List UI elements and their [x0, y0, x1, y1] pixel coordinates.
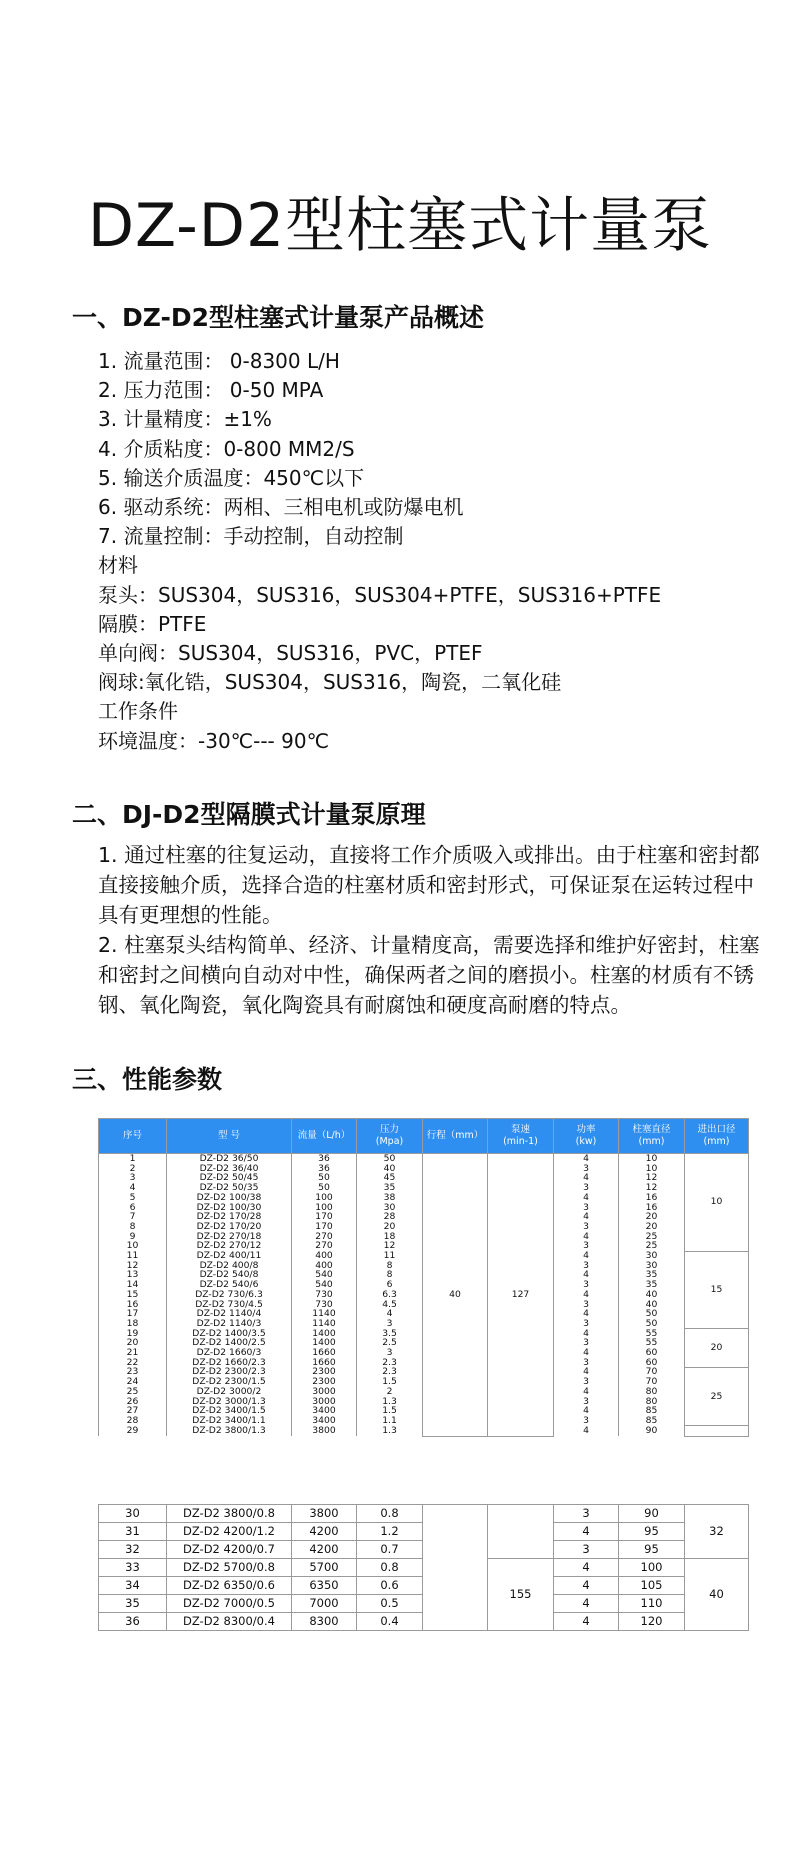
table-cell: 23	[99, 1367, 167, 1377]
list-item: 5. 输送介质温度：450℃以下	[98, 465, 365, 490]
table-cell: DZ-D2 2300/1.5	[167, 1377, 292, 1387]
table-cell: 30	[619, 1251, 685, 1261]
table-cell: 90	[619, 1426, 685, 1437]
speed-cell: 155	[488, 1559, 554, 1631]
table-cell: 7	[99, 1212, 167, 1222]
table-header-cell: 功率 (kw)	[554, 1119, 619, 1154]
table-cell: 28	[357, 1212, 423, 1222]
principle-paragraph-2: 2. 柱塞泵头结构简单、经济、计量精度高，需要选择和维护好密封，柱塞和密封之间横向自动对中性，确保两者之间的磨损小。柱塞的材质有不锈钢、氧化陶瓷，氧化陶瓷具有耐腐蚀和硬度高耐磨的特点。	[98, 933, 760, 1017]
table-cell: 0.7	[357, 1541, 423, 1559]
table-cell: 4	[554, 1232, 619, 1242]
table-cell: 29	[99, 1426, 167, 1437]
table-cell: 10	[99, 1241, 167, 1251]
table-cell: 95	[619, 1541, 685, 1559]
stroke-cell	[423, 1505, 488, 1631]
table-cell: 3000	[292, 1387, 357, 1397]
table-cell: DZ-D2 400/11	[167, 1251, 292, 1261]
table-cell: 1.5	[357, 1377, 423, 1387]
table-cell: 0.6	[357, 1577, 423, 1595]
table-cell: 8	[99, 1222, 167, 1232]
table-cell: 3	[99, 1173, 167, 1183]
table-cell: 55	[619, 1338, 685, 1348]
table-cell: 3	[554, 1300, 619, 1310]
table-cell: 3	[554, 1319, 619, 1329]
table-cell: 6.3	[357, 1290, 423, 1300]
table-cell: 20	[99, 1338, 167, 1348]
table-header-cell: 型 号	[167, 1119, 292, 1154]
spec-table-part1	[98, 1118, 749, 1437]
table-cell: DZ-D2 3400/1.1	[167, 1416, 292, 1426]
table-header-cell: 压力 (Mpa)	[357, 1119, 423, 1154]
port-cell: 20	[685, 1329, 749, 1368]
table-header-cell: 柱塞直径 (mm)	[619, 1119, 685, 1154]
table-cell: 24	[99, 1377, 167, 1387]
speed-cell: 127	[488, 1154, 554, 1437]
table-cell: 540	[292, 1280, 357, 1290]
table-cell: 36	[292, 1154, 357, 1164]
table-cell: 40	[619, 1300, 685, 1310]
table-cell: 36	[292, 1164, 357, 1174]
table-cell: 13	[99, 1270, 167, 1280]
table-cell: 1140	[292, 1309, 357, 1319]
table-cell: DZ-D2 1140/3	[167, 1319, 292, 1329]
table-cell: 2300	[292, 1377, 357, 1387]
table-cell: DZ-D2 2300/2.3	[167, 1367, 292, 1377]
table-cell: DZ-D2 730/6.3	[167, 1290, 292, 1300]
table-cell: 4	[554, 1613, 619, 1631]
table-cell: 8300	[292, 1613, 357, 1631]
table-cell: 80	[619, 1387, 685, 1397]
table-cell: 4	[554, 1595, 619, 1613]
table-cell: 18	[357, 1232, 423, 1242]
table-cell: 32	[99, 1541, 167, 1559]
table-cell: 5700	[292, 1559, 357, 1577]
table-cell: 14	[99, 1280, 167, 1290]
overview-list	[98, 347, 661, 756]
table-cell: 11	[99, 1251, 167, 1261]
table-cell: 12	[357, 1241, 423, 1251]
table-cell: 19	[99, 1329, 167, 1339]
table-cell: 8	[357, 1270, 423, 1280]
table-cell: 3	[554, 1183, 619, 1193]
table-header-cell: 泵速 (min-1)	[488, 1119, 554, 1154]
port-cell: 32	[685, 1505, 749, 1559]
list-item: 阀球:氧化锆，SUS304，SUS316，陶瓷，二氧化硅	[98, 670, 562, 695]
table-cell: 90	[619, 1505, 685, 1523]
table-cell: 730	[292, 1290, 357, 1300]
table-cell: DZ-D2 50/35	[167, 1183, 292, 1193]
table-header-row	[99, 1119, 749, 1154]
table-cell: 20	[619, 1222, 685, 1232]
table-cell: 4	[357, 1309, 423, 1319]
list-item: 单向阀：SUS304，SUS316，PVC，PTEF	[98, 641, 483, 666]
table-row	[99, 1505, 749, 1523]
table-cell: DZ-D2 170/20	[167, 1222, 292, 1232]
table-cell: 3	[357, 1348, 423, 1358]
table-cell: 22	[99, 1358, 167, 1368]
table-cell: 40	[619, 1290, 685, 1300]
table-cell: DZ-D2 1400/2.5	[167, 1338, 292, 1348]
table-cell: 270	[292, 1241, 357, 1251]
table-cell: 4	[99, 1183, 167, 1193]
list-item: 隔膜：PTFE	[98, 611, 207, 636]
list-item: 3. 计量精度：±1%	[98, 407, 272, 432]
table-cell: 95	[619, 1523, 685, 1541]
list-item: 材料	[98, 553, 138, 578]
table-cell: 50	[619, 1319, 685, 1329]
table-cell: 34	[99, 1577, 167, 1595]
list-item: 7. 流量控制：手动控制，自动控制	[98, 524, 404, 549]
table-cell: 70	[619, 1367, 685, 1377]
table-cell: 3	[554, 1338, 619, 1348]
table-cell: 3	[554, 1280, 619, 1290]
table-cell: 25	[619, 1241, 685, 1251]
table-cell: 0.8	[357, 1559, 423, 1577]
table-cell: 0.8	[357, 1505, 423, 1523]
table-cell: 3	[554, 1164, 619, 1174]
table-cell: 4	[554, 1212, 619, 1222]
table-cell: 120	[619, 1613, 685, 1631]
table-cell: 26	[99, 1397, 167, 1407]
table-cell: 25	[619, 1232, 685, 1242]
table-cell: 4	[554, 1577, 619, 1595]
table-cell: 35	[619, 1280, 685, 1290]
table-cell: DZ-D2 36/40	[167, 1164, 292, 1174]
table-cell: 3	[554, 1377, 619, 1387]
table-cell: 16	[619, 1193, 685, 1203]
table-cell: 25	[99, 1387, 167, 1397]
table-cell: 10	[619, 1154, 685, 1164]
table-cell: 4	[554, 1173, 619, 1183]
table-cell: 105	[619, 1577, 685, 1595]
table-cell: 35	[619, 1270, 685, 1280]
table-row	[99, 1154, 749, 1164]
table-cell: 31	[99, 1523, 167, 1541]
table-cell: 4	[554, 1406, 619, 1416]
table-cell: DZ-D2 7000/0.5	[167, 1595, 292, 1613]
table-cell: 3	[554, 1416, 619, 1426]
table-cell: 85	[619, 1406, 685, 1416]
table-cell: 4	[554, 1348, 619, 1358]
table-cell: 15	[99, 1290, 167, 1300]
list-item: 泵头：SUS304，SUS316，SUS304+PTFE，SUS316+PTFE	[98, 582, 662, 607]
table-cell: 38	[357, 1193, 423, 1203]
table-cell: 80	[619, 1397, 685, 1407]
table-cell: 85	[619, 1416, 685, 1426]
table-cell: 45	[357, 1173, 423, 1183]
table-cell: 30	[619, 1261, 685, 1271]
table-cell: 9	[99, 1232, 167, 1242]
table-cell: 2.3	[357, 1367, 423, 1377]
table-cell: 4	[554, 1193, 619, 1203]
section2-heading: 二、DJ-D2型隔膜式计量泵原理	[72, 800, 426, 829]
table-cell: DZ-D2 36/50	[167, 1154, 292, 1164]
table-cell: 1660	[292, 1348, 357, 1358]
table-cell: 3.5	[357, 1329, 423, 1339]
table-cell: 3	[554, 1241, 619, 1251]
table-cell: 540	[292, 1270, 357, 1280]
table-cell: 2	[357, 1387, 423, 1397]
table-cell: 17	[99, 1309, 167, 1319]
table-cell: DZ-D2 50/45	[167, 1173, 292, 1183]
table-cell: 3	[554, 1541, 619, 1559]
table-cell: 2300	[292, 1367, 357, 1377]
table-cell: 3800	[292, 1426, 357, 1437]
table-cell: 4	[554, 1309, 619, 1319]
section3-heading: 三、性能参数	[72, 1065, 223, 1094]
table-cell: 1.3	[357, 1397, 423, 1407]
table-cell: DZ-D2 1660/2.3	[167, 1358, 292, 1368]
table-cell: 35	[357, 1183, 423, 1193]
table-cell: 3	[554, 1358, 619, 1368]
table-cell: 5	[99, 1193, 167, 1203]
table-cell: 12	[619, 1183, 685, 1193]
port-cell: 10	[685, 1154, 749, 1252]
table-cell: 27	[99, 1406, 167, 1416]
table-cell: 100	[292, 1203, 357, 1213]
table-cell: DZ-D2 1660/3	[167, 1348, 292, 1358]
table-cell: 3400	[292, 1406, 357, 1416]
table-cell: DZ-D2 540/8	[167, 1270, 292, 1280]
table-cell: 4	[554, 1251, 619, 1261]
table-cell: 28	[99, 1416, 167, 1426]
table-cell: 170	[292, 1212, 357, 1222]
table-cell: 3800	[292, 1505, 357, 1523]
table-cell: DZ-D2 100/38	[167, 1193, 292, 1203]
table-cell: 1400	[292, 1338, 357, 1348]
table-cell: DZ-D2 4200/0.7	[167, 1541, 292, 1559]
section1-heading: 一、DZ-D2型柱塞式计量泵产品概述	[72, 303, 484, 332]
port-cell	[685, 1426, 749, 1437]
table-cell: 100	[292, 1193, 357, 1203]
table-cell: 4	[554, 1387, 619, 1397]
table-cell: 1.2	[357, 1523, 423, 1541]
table-cell: 2	[99, 1164, 167, 1174]
table-cell: DZ-D2 8300/0.4	[167, 1613, 292, 1631]
port-cell: 15	[685, 1251, 749, 1329]
table-cell: 3	[554, 1505, 619, 1523]
principle-text	[98, 840, 760, 1020]
table-cell: 4	[554, 1154, 619, 1164]
page-title: DZ-D2型柱塞式计量泵	[87, 191, 713, 261]
table-cell: 110	[619, 1595, 685, 1613]
table-cell: DZ-D2 270/12	[167, 1241, 292, 1251]
table-cell: 33	[99, 1559, 167, 1577]
table-cell: DZ-D2 540/6	[167, 1280, 292, 1290]
table-cell: 1	[99, 1154, 167, 1164]
port-cell: 40	[685, 1559, 749, 1631]
table-cell: DZ-D2 400/8	[167, 1261, 292, 1271]
list-item: 工作条件	[98, 699, 178, 724]
table-cell: 400	[292, 1261, 357, 1271]
table-cell: 50	[357, 1154, 423, 1164]
table-cell: 0.5	[357, 1595, 423, 1613]
table-cell: 40	[357, 1164, 423, 1174]
list-item: 4. 介质粘度：0-800 MM2/S	[98, 436, 355, 461]
table-header-cell: 进出口径 (mm)	[685, 1119, 749, 1154]
table-cell: 30	[357, 1203, 423, 1213]
table-cell: 4	[554, 1270, 619, 1280]
speed-cell	[488, 1505, 554, 1559]
table-cell: 18	[99, 1319, 167, 1329]
table-cell: 11	[357, 1251, 423, 1261]
table-cell: 3400	[292, 1416, 357, 1426]
table-cell: 4	[554, 1329, 619, 1339]
spec-table-part1-wrapper	[98, 1118, 750, 1462]
table-cell: DZ-D2 3800/0.8	[167, 1505, 292, 1523]
table-cell: DZ-D2 100/30	[167, 1203, 292, 1213]
table-cell: 3	[357, 1319, 423, 1329]
table-cell: 3	[554, 1261, 619, 1271]
table-cell: 50	[619, 1309, 685, 1319]
table-cell: DZ-D2 4200/1.2	[167, 1523, 292, 1541]
table-cell: 4200	[292, 1523, 357, 1541]
list-item: 1. 流量范围： 0-8300 L/H	[98, 349, 340, 373]
table-cell: DZ-D2 730/4.5	[167, 1300, 292, 1310]
table-cell: 1140	[292, 1319, 357, 1329]
principle-paragraph-1: 1. 通过柱塞的往复运动，直接将工作介质吸入或排出。由于柱塞和密封都直接接触介质，选择合造的柱塞材质和密封形式，可保证泵在运转过程中具有更理想的性能。	[98, 843, 760, 927]
table-cell: DZ-D2 3800/1.3	[167, 1426, 292, 1437]
table-cell: 400	[292, 1251, 357, 1261]
table-cell: 35	[99, 1595, 167, 1613]
table-cell: 21	[99, 1348, 167, 1358]
table-cell: 4	[554, 1290, 619, 1300]
table-cell: 30	[99, 1505, 167, 1523]
table-cell: 70	[619, 1377, 685, 1387]
table-cell: DZ-D2 5700/0.8	[167, 1559, 292, 1577]
table-cell: 1.1	[357, 1416, 423, 1426]
table-cell: 4	[554, 1523, 619, 1541]
table-cell: 50	[292, 1173, 357, 1183]
table-cell: 16	[619, 1203, 685, 1213]
table-cell: DZ-D2 170/28	[167, 1212, 292, 1222]
table-cell: DZ-D2 270/18	[167, 1232, 292, 1242]
table-cell: 3	[554, 1222, 619, 1232]
table-cell: 20	[619, 1212, 685, 1222]
table-cell: 1400	[292, 1329, 357, 1339]
table-cell: 1.3	[357, 1426, 423, 1437]
table-cell: 4.5	[357, 1300, 423, 1310]
table-cell: 3	[554, 1203, 619, 1213]
table-cell: 4200	[292, 1541, 357, 1559]
table-cell: 730	[292, 1300, 357, 1310]
table-cell: 8	[357, 1261, 423, 1271]
table-cell: 3000	[292, 1397, 357, 1407]
list-item: 环境温度：-30℃--- 90℃	[98, 728, 330, 753]
table-cell: 3	[554, 1397, 619, 1407]
table-cell: 10	[619, 1164, 685, 1174]
table-cell: 60	[619, 1348, 685, 1358]
table-cell: 4	[554, 1426, 619, 1437]
table-cell: DZ-D2 3000/2	[167, 1387, 292, 1397]
table-header-cell: 行程（mm）	[423, 1119, 488, 1154]
table-cell: 16	[99, 1300, 167, 1310]
table-cell: 1660	[292, 1358, 357, 1368]
table-cell: 6350	[292, 1577, 357, 1595]
table-cell: 2.5	[357, 1338, 423, 1348]
table-cell: 60	[619, 1358, 685, 1368]
table-header-cell: 序号	[99, 1119, 167, 1154]
table-cell: DZ-D2 1400/3.5	[167, 1329, 292, 1339]
port-cell: 25	[685, 1367, 749, 1425]
table-cell: 7000	[292, 1595, 357, 1613]
table-cell: 36	[99, 1613, 167, 1631]
table-cell: 6	[357, 1280, 423, 1290]
spec-table-part2	[98, 1504, 749, 1631]
table-cell: 1.5	[357, 1406, 423, 1416]
table-cell: 55	[619, 1329, 685, 1339]
table-cell: 20	[357, 1222, 423, 1232]
stroke-cell: 40	[423, 1154, 488, 1437]
table-cell: 270	[292, 1232, 357, 1242]
table-cell: 4	[554, 1559, 619, 1577]
table-cell: 12	[99, 1261, 167, 1271]
list-item: 2. 压力范围： 0-50 MPA	[98, 378, 324, 403]
table-cell: 50	[292, 1183, 357, 1193]
table-cell: 4	[554, 1367, 619, 1377]
table-header-cell: 流量（L/h）	[292, 1119, 357, 1154]
table-cell: 100	[619, 1559, 685, 1577]
table-cell: 170	[292, 1222, 357, 1232]
table-cell: DZ-D2 3400/1.5	[167, 1406, 292, 1416]
table-cell: DZ-D2 1140/4	[167, 1309, 292, 1319]
table-cell: 2.3	[357, 1358, 423, 1368]
table-cell: 0.4	[357, 1613, 423, 1631]
table-cell: DZ-D2 3000/1.3	[167, 1397, 292, 1407]
table-cell: 12	[619, 1173, 685, 1183]
list-item: 6. 驱动系统：两相、三相电机或防爆电机	[98, 495, 464, 520]
table-cell: 6	[99, 1203, 167, 1213]
table-cell: DZ-D2 6350/0.6	[167, 1577, 292, 1595]
